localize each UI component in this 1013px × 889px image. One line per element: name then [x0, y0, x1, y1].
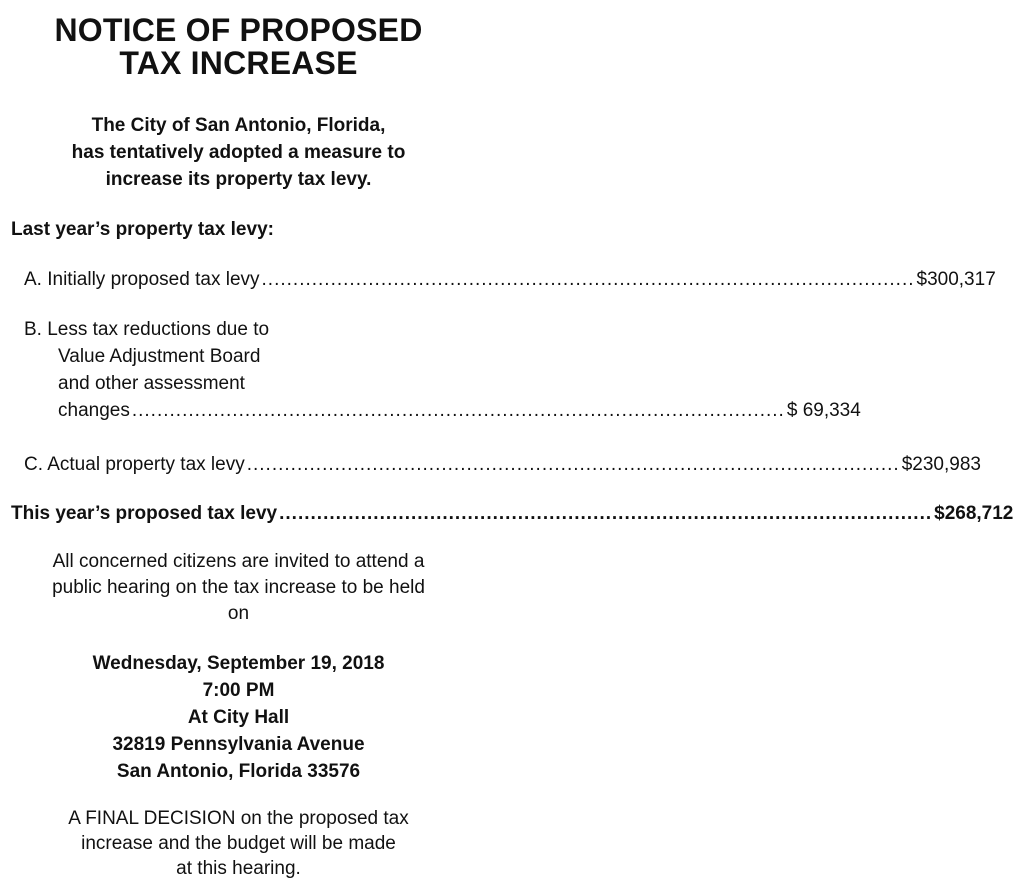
hearing-street: 32819 Pennsylvania Avenue	[112, 734, 365, 755]
invite-line-1: All concerned citizens are invited to attend a	[52, 551, 425, 572]
this-year-label: This year’s proposed tax levy	[11, 503, 278, 524]
hearing-time: 7:00 PM	[202, 680, 275, 701]
invite-line-3: on	[227, 603, 250, 624]
levy-item-b	[24, 316, 861, 424]
last-year-heading: Last year’s property tax levy:	[11, 219, 274, 240]
final-decision-text	[0, 806, 477, 881]
this-year-levy	[11, 500, 1013, 527]
leader-dots: ........................................................................................................	[246, 454, 900, 475]
item-b-line-4: changes	[58, 400, 130, 421]
final-line-3: at this hearing.	[176, 858, 301, 879]
hearing-details	[0, 650, 477, 785]
leader-dots: ........................................................................................................	[131, 400, 785, 421]
item-c-label: C. Actual property tax levy	[24, 454, 245, 475]
levy-item-c	[24, 451, 981, 478]
invitation-text	[0, 549, 477, 627]
intro-statement	[0, 112, 477, 193]
final-line-1: A FINAL DECISION on the proposed tax	[68, 808, 409, 829]
item-b-line-3: and other assessment	[58, 373, 245, 394]
hearing-city: San Antonio, Florida 33576	[116, 761, 361, 782]
item-b-amount: $ 69,334	[786, 400, 861, 421]
title-line-1: NOTICE OF PROPOSED	[54, 12, 423, 48]
item-a-label: A. Initially proposed tax levy	[24, 269, 260, 290]
this-year-amount: $268,712	[934, 503, 1013, 524]
invite-line-2: public hearing on the tax increase to be held	[52, 577, 425, 598]
leader-dots: ........................................................................................................	[279, 503, 933, 524]
title-line-2: TAX INCREASE	[119, 45, 358, 81]
hearing-date: Wednesday, September 19, 2018	[92, 653, 385, 674]
item-b-amount-row	[24, 397, 861, 424]
item-b-line-2: Value Adjustment Board	[58, 346, 261, 367]
intro-line-1: The City of San Antonio, Florida,	[91, 115, 386, 136]
notice-title	[0, 14, 477, 80]
intro-line-2: has tentatively adopted a measure to	[71, 142, 406, 163]
final-line-2: increase and the budget will be made	[81, 833, 396, 854]
item-c-amount: $230,983	[901, 454, 981, 475]
item-a-amount: $300,317	[916, 269, 996, 290]
levy-item-a	[24, 266, 996, 293]
intro-line-3: increase its property tax levy.	[105, 169, 372, 190]
hearing-place: At City Hall	[187, 707, 290, 728]
leader-dots: ........................................................................................................	[261, 269, 915, 290]
item-b-line-1: B. Less tax reductions due to	[24, 319, 270, 340]
